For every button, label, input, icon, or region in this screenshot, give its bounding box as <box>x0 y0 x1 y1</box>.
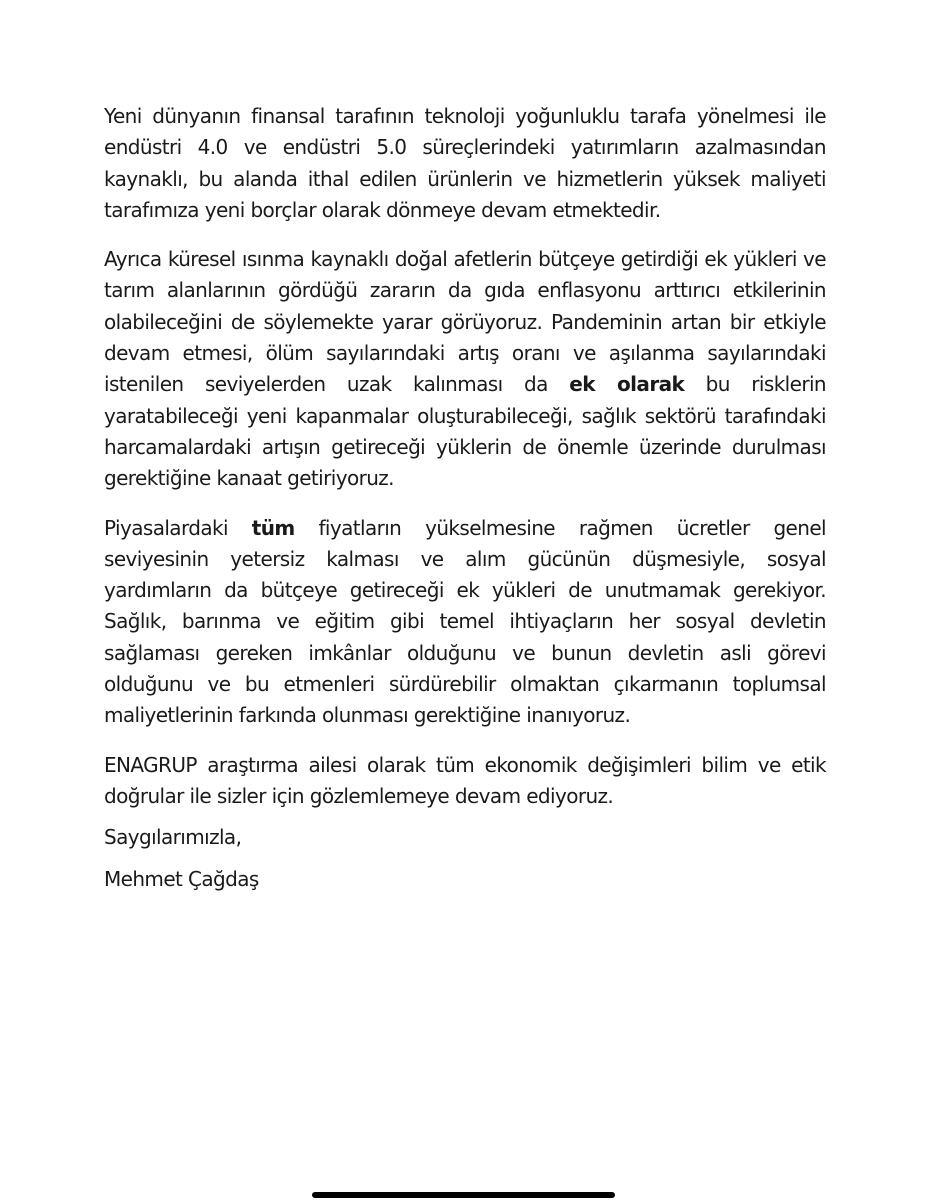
paragraph-4: ENAGRUP araştırma ailesi olarak tüm ekonomik değişimleri bilim ve etik doğrular ile sizler için gözlemlemeye devam ediyoruz. <box>104 752 826 808</box>
paragraph-3 <box>104 513 826 732</box>
paragraph-2-text-end: bu risklerin yaratabileceği yeni kapanmalar oluşturabileceği, sağlık sektörü tarafındaki harcamalardaki artışın getireceği yüklerin de önemle üzerinde durulması gerektiğine kanaat getiriyoruz. <box>104 372 827 491</box>
paragraph-1: Yeni dünyanın finansal tarafının teknoloji yoğunluklu tarafa yönelmesi ile endüstri 4.0 ve endüstri 5.0 süreçlerindeki yatırımların azalmasından kaynaklı, bu alanda ithal edilen ürünlerin ve hizmetlerin yüksek maliyeti tarafımıza yeni borçlar olarak dönmeye devam etmektedir. <box>104 104 826 222</box>
paragraph-2 <box>104 244 826 494</box>
paragraph-3-bold-text: tüm <box>251 515 295 540</box>
paragraph-2-text-start: Ayrıca küresel ısınma kaynaklı doğal afetlerin bütçeye getirdiği ek yükleri ve tarım alanlarının gördüğü zararın da gıda enflasyonu arttırıcı etkilerinin olabileceğini de söylemekte yarar görüyoruz. Pandeminin artan bir etkiyle devam etmesi, ölüm sayılarındaki artış oranı ve aşılanma sayılarındaki istenilen seviyelerden uzak kalınması da <box>104 247 826 397</box>
paragraph-3-text-end: fiyatların yükselmesine rağmen ücretler genel seviyesinin yetersiz kalması ve alım gücünün düşmesiyle, sosyal yardımların da bütçeye getireceği ek yükleri de unutmamak gerekiyor. Sağlık, barınma ve eğitim gibi temel ihtiyaçların her sosyal devletin sağlaması gereken imkânlar olduğunu ve bunun devletin asli görevi olduğunu ve bu etmenleri sürdürebilir olmaktan çıkarmanın toplumsal maliyetlerinin farkında olunması gerektiğine inanıyoruz. <box>104 515 826 728</box>
paragraph-2-bold-text: ek olarak <box>569 372 685 397</box>
home-indicator[interactable] <box>312 1192 615 1198</box>
paragraph-3-text-start: Piyasalardaki <box>104 515 252 540</box>
signature-name: Mehmet Çağdaş <box>104 866 259 891</box>
closing-salutation: Saygılarımızla, <box>104 825 242 850</box>
letter-body <box>104 101 826 895</box>
